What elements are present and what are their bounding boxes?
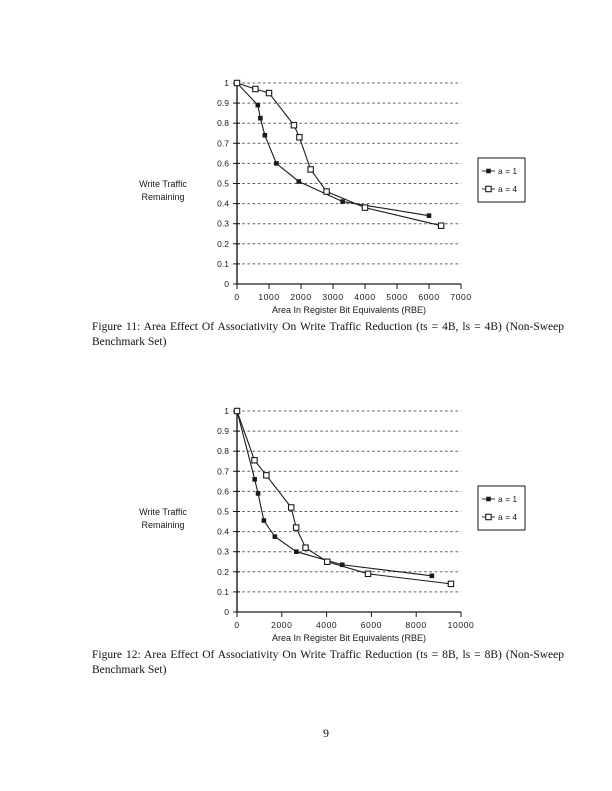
data-point-open-square	[289, 505, 294, 510]
data-point-open-square	[297, 135, 302, 140]
y-tick-label: 0.5	[217, 506, 229, 517]
x-axis-title: Area In Register Bit Equivalents (RBE)	[271, 305, 427, 315]
legend-box	[478, 486, 525, 530]
y-tick-label: 0.9	[217, 426, 229, 437]
axis-ticks-and-labels	[217, 78, 471, 302]
data-point-open-square	[291, 123, 296, 128]
series-a1	[235, 409, 434, 578]
svg-text:Write Traffic: Write Traffic	[139, 179, 187, 189]
y-tick-label: 0.9	[217, 98, 229, 109]
data-point-open-square	[486, 186, 491, 191]
data-point-open-square	[266, 90, 271, 95]
legend	[478, 158, 525, 202]
legend-box	[478, 158, 525, 202]
data-point-open-square	[293, 525, 298, 530]
data-point-filled-square	[263, 133, 268, 138]
gridlines	[237, 411, 461, 592]
y-tick-label: 0.2	[217, 566, 229, 577]
y-tick-label: 0.2	[217, 238, 229, 249]
svg-text:Write Traffic: Write Traffic	[139, 507, 187, 517]
legend-label: a = 1	[498, 494, 518, 504]
x-tick-label: 6000	[418, 292, 440, 302]
figure-11-chart	[100, 70, 590, 330]
data-point-open-square	[264, 473, 269, 478]
data-point-filled-square	[274, 161, 279, 166]
x-tick-label: 1000	[258, 292, 280, 302]
data-point-filled-square	[294, 549, 299, 554]
data-point-filled-square	[296, 179, 301, 184]
legend	[478, 486, 525, 530]
data-point-filled-square	[486, 497, 491, 502]
data-point-open-square	[253, 86, 258, 91]
data-point-open-square	[365, 571, 370, 576]
data-point-open-square	[324, 189, 329, 194]
figure-12-chart	[100, 398, 590, 658]
y-tick-label: 0.7	[217, 466, 229, 477]
legend-label: a = 4	[498, 184, 518, 194]
y-tick-label: 0.8	[217, 446, 229, 457]
y-tick-label: 1	[224, 406, 229, 416]
data-point-filled-square	[430, 574, 435, 579]
legend-label: a = 4	[498, 512, 518, 522]
y-axis-title	[139, 179, 187, 202]
data-point-open-square	[438, 223, 443, 228]
y-tick-label: 0.3	[217, 546, 229, 557]
data-point-filled-square	[258, 116, 263, 121]
x-tick-label: 10000	[447, 620, 475, 630]
svg-text:Remaining: Remaining	[141, 520, 185, 530]
x-tick-label: 0	[234, 292, 240, 302]
series-a1	[235, 81, 432, 218]
data-point-open-square	[486, 514, 491, 519]
data-point-filled-square	[262, 518, 267, 523]
page-number: 9	[323, 726, 329, 740]
x-tick-label: 6000	[360, 620, 383, 630]
y-tick-label: 0.1	[217, 258, 229, 269]
data-point-open-square	[252, 458, 257, 463]
y-tick-label: 0.1	[217, 586, 229, 597]
series-a4	[234, 80, 444, 228]
x-tick-label: 2000	[290, 292, 312, 302]
legend-label: a = 1	[498, 166, 518, 176]
x-tick-label: 2000	[271, 620, 293, 630]
figure-12-caption: Figure 12: Area Effect Of Associativity On Write Traffic Reduction (ts = 8B, ls = 8B) (Non-Sweep Benchmark Set)	[92, 649, 564, 676]
x-tick-label: 4000	[354, 292, 376, 302]
data-point-open-square	[362, 205, 367, 210]
series-a4	[234, 408, 453, 586]
data-point-open-square	[234, 408, 239, 413]
y-axis-title	[139, 507, 187, 530]
y-tick-label: 0	[224, 607, 229, 617]
data-point-open-square	[303, 545, 308, 550]
y-tick-label: 0	[224, 279, 229, 289]
gridlines	[237, 83, 461, 264]
x-tick-label: 3000	[322, 292, 344, 302]
x-axis-title: Area In Register Bit Equivalents (RBE)	[271, 633, 427, 643]
y-tick-label: 0.4	[217, 198, 229, 209]
data-point-filled-square	[273, 534, 278, 539]
y-tick-label: 1	[224, 78, 229, 88]
x-tick-label: 7000	[450, 292, 472, 302]
data-point-open-square	[234, 80, 239, 85]
x-tick-label: 4000	[315, 620, 338, 630]
y-tick-label: 0.8	[217, 118, 229, 129]
y-tick-label: 0.3	[217, 218, 229, 229]
data-point-filled-square	[486, 169, 491, 174]
data-point-filled-square	[256, 491, 261, 496]
data-point-open-square	[448, 581, 453, 586]
data-point-filled-square	[256, 103, 261, 108]
x-tick-label: 5000	[386, 292, 408, 302]
x-tick-label: 8000	[405, 620, 427, 630]
axis-ticks-and-labels	[217, 406, 474, 630]
data-point-filled-square	[252, 477, 257, 482]
data-point-filled-square	[427, 213, 432, 218]
data-point-filled-square	[340, 199, 345, 204]
y-tick-label: 0.5	[217, 178, 229, 189]
y-tick-label: 0.7	[217, 138, 229, 149]
figure-11-caption: Figure 11: Area Effect Of Associativity On Write Traffic Reduction (ts = 4B, ls = 4B) (Non-Sweep Benchmark Set)	[92, 321, 564, 348]
svg-text:Remaining: Remaining	[141, 192, 185, 202]
x-tick-label: 0	[234, 620, 240, 630]
y-tick-label: 0.6	[217, 158, 229, 169]
y-tick-label: 0.6	[217, 486, 229, 497]
data-point-open-square	[308, 167, 313, 172]
y-tick-label: 0.4	[217, 526, 229, 537]
data-point-open-square	[325, 559, 330, 564]
